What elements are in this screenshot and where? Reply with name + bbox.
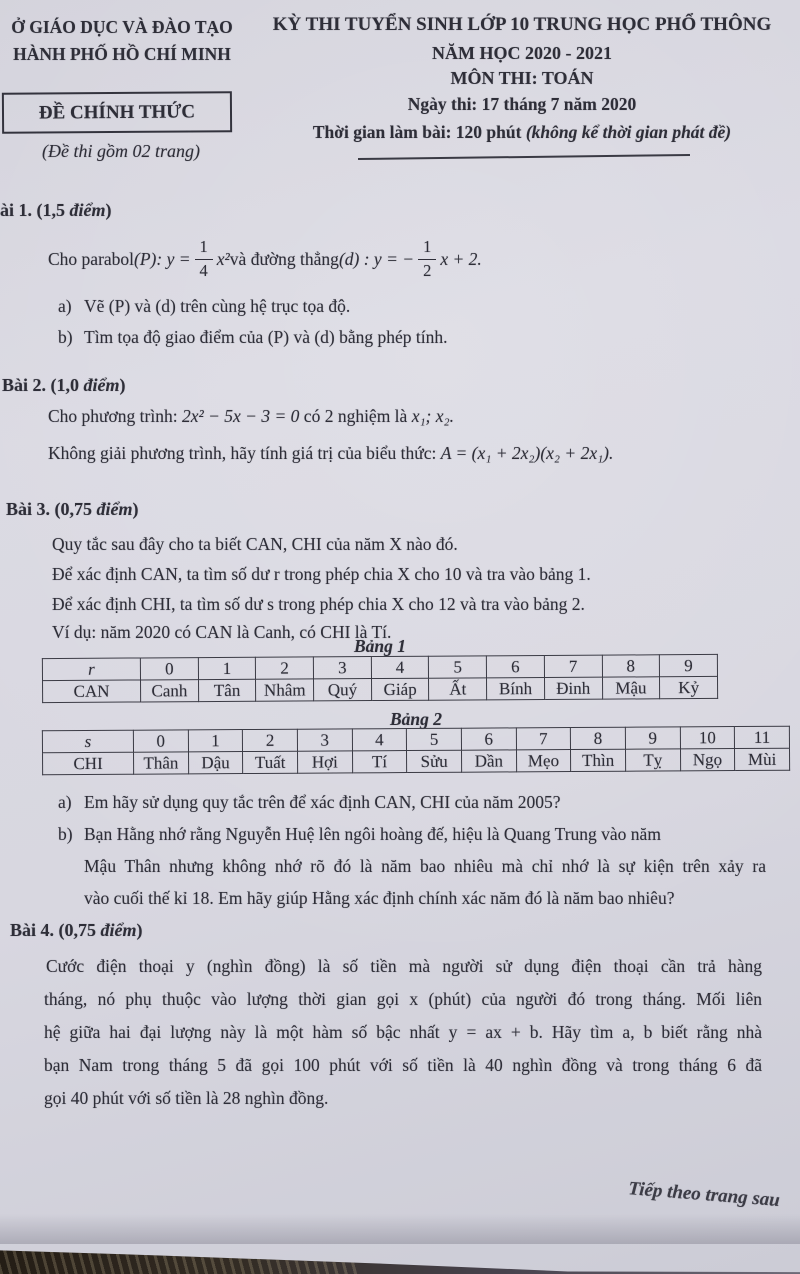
fraction-numerator: 1 [423, 237, 432, 256]
problem4-line3: hệ giữa hai đại lượng này là một hàm số bậc nhất y = ax + b. Hãy tìm a, b biết rằng nhà [44, 1022, 762, 1042]
table-cell: Ngọ [680, 749, 735, 771]
problem4-points-word: điểm [100, 920, 137, 940]
table-cell: Canh [141, 680, 199, 702]
problem2-points-word: điểm [83, 375, 120, 395]
expression-A: A = (x₁ + 2x₂)(x₂ + 2x₁). [440, 443, 614, 463]
problem3-item-b-line2: Mậu Thân nhưng không nhớ rõ đó là năm bao nhiêu mà chỉ nhớ là sự kiện trên xảy ra [84, 856, 766, 876]
problem2-statement-line1 [48, 403, 454, 429]
item-label: a) [58, 296, 72, 316]
statement-text: Không giải phương trình, hãy tính giá trị của biểu thức: [48, 443, 441, 463]
fraction-one-fourth [195, 239, 213, 279]
table-cell: Tân [198, 679, 256, 701]
table-cell: 7 [544, 655, 602, 677]
table-cell: 5 [429, 656, 487, 678]
item-label: b) [58, 327, 73, 347]
problem3-intro-line3: Để xác định CHI, ta tìm số dư s trong phép chia X cho 12 và tra vào bảng 2. [52, 594, 585, 614]
authority-line2: HÀNH PHỐ HỒ CHÍ MINH [13, 44, 231, 64]
fraction-one-half [418, 239, 436, 279]
duration-text: Thời gian làm bài: 120 phút [312, 122, 526, 142]
table-cell: Mùi [735, 748, 790, 770]
desk-texture [0, 1242, 360, 1274]
table-cell: 6 [486, 655, 544, 677]
item-text: Tìm tọa độ giao điểm của (P) và (d) bằng phép tính. [84, 327, 448, 347]
duration-note: (không kể thời gian phát đề) [525, 122, 732, 142]
problem4-points-close: ) [136, 920, 143, 940]
problem3-intro-line1: Quy tắc sau đây cho ta biết CAN, CHI của năm X nào đó. [52, 534, 458, 554]
chi-table [42, 726, 790, 776]
statement-text: Cho phương trình: [48, 406, 182, 426]
problem1-points-word: điểm [69, 200, 106, 220]
item-text: Vẽ (P) và (d) trên cùng hệ trục tọa độ. [84, 296, 351, 316]
problem3-points: (0,75 [54, 499, 97, 519]
fraction-denominator: 2 [418, 259, 436, 280]
problem3-points-close: ) [132, 499, 139, 519]
table-cell: Tuất [243, 751, 298, 773]
table-cell: 5 [407, 728, 462, 750]
paper-bottom-shadow [0, 1214, 800, 1244]
authority-line1: Ở GIÁO DỤC VÀ ĐÀO TẠO [11, 17, 233, 37]
table-cell: 3 [313, 657, 371, 679]
table-cell: 1 [198, 657, 256, 679]
table-cell: Nhâm [256, 679, 314, 701]
table-row [43, 676, 718, 702]
table-cell: 0 [133, 730, 188, 752]
item-label: b) [58, 824, 73, 844]
table-cell: CAN [43, 680, 141, 703]
table-cell: Kỷ [660, 676, 718, 698]
table-row [43, 748, 790, 775]
table-cell: 6 [461, 728, 516, 750]
school-year: NĂM HỌC 2020 - 2021 [432, 43, 612, 63]
item-text: Bạn Hằng nhớ rằng Nguyễn Huệ lên ngôi hoàng đế, hiệu là Quang Trung vào năm [84, 824, 661, 844]
table1-caption: Bảng 1 [353, 636, 407, 656]
exam-title: KỲ THI TUYỂN SINH LỚP 10 TRUNG HỌC PHỔ THÔNG [272, 14, 772, 35]
problem2-points: (1,0 [50, 375, 84, 395]
table-cell: 3 [297, 729, 352, 751]
problem1-points-close: ) [105, 200, 112, 220]
table-cell: r [42, 658, 140, 681]
table-cell: 9 [625, 727, 680, 749]
table-cell: Thìn [571, 749, 626, 771]
table-cell: Dậu [188, 752, 243, 774]
table-cell: Hợi [297, 751, 352, 773]
table-cell: Thân [134, 752, 189, 774]
official-exam-stamp-label: ĐỀ CHÍNH THỨC [38, 100, 196, 124]
table-cell: 2 [243, 729, 298, 751]
problem3-item-b-line3: vào cuối thế kỉ 18. Em hãy giúp Hằng xác định chính xác năm đó là năm bao nhiêu? [84, 888, 675, 908]
table-cell: 1 [188, 730, 243, 752]
problem2-statement-line2 [48, 440, 613, 466]
table-cell: 8 [602, 655, 660, 677]
table-cell: s [42, 730, 133, 753]
problem1-text-mid: và đường thẳng [229, 248, 339, 269]
fraction-denominator: 4 [195, 259, 213, 280]
problem2-heading [2, 372, 126, 398]
table-cell: Sửu [407, 750, 462, 772]
table-cell: Bính [487, 677, 545, 699]
item-label: a) [58, 792, 72, 812]
exam-subject: MÔN THI: TOÁN [450, 68, 594, 88]
problem1-item-a [58, 293, 350, 319]
exam-header [250, 12, 794, 145]
problem3-points-word: điểm [96, 499, 133, 519]
problem4-line5: gọi 40 phút với số tiền là 28 nghìn đồng. [44, 1088, 329, 1108]
table-cell: 8 [571, 727, 626, 749]
problem3-item-b [58, 821, 661, 847]
table-cell: 4 [371, 656, 429, 678]
problem1-text: Cho parabol [48, 248, 135, 269]
problem3-intro-line4: Ví dụ: năm 2020 có CAN là Canh, có CHI là Tí. [52, 622, 392, 642]
item-text: Em hãy sử dụng quy tắc trên để xác định CAN, CHI của năm 2005? [84, 792, 561, 812]
table2-caption: Bảng 2 [389, 709, 443, 729]
quadratic-equation: 2x² − 5x − 3 = 0 [181, 406, 300, 426]
line-equation-tail: x + 2. [440, 248, 482, 269]
problem3-item-a [58, 789, 561, 815]
table-cell: 9 [660, 654, 718, 676]
problem1-heading [0, 197, 112, 223]
parabola-equation-x2: x² [216, 248, 230, 269]
table-cell: Giáp [371, 678, 429, 700]
table-cell: 10 [680, 727, 735, 749]
table-cell: 0 [140, 658, 198, 680]
table-cell: Quý [314, 679, 372, 701]
table-cell: 7 [516, 728, 571, 750]
table-cell: Tí [352, 751, 407, 773]
problem1-item-b [58, 324, 448, 350]
problem4-line1: Cước điện thoại y (nghìn đồng) là số tiền mà người sử dụng điện thoại cần trả hàng [46, 956, 762, 976]
exam-date: Ngày thi: 17 tháng 7 năm 2020 [407, 94, 637, 114]
problem4-number: Bài 4. [10, 920, 59, 940]
official-exam-stamp-box [2, 91, 232, 134]
table-cell: Mậu [602, 677, 660, 699]
desk-surface-edge [0, 1242, 800, 1274]
problem3-number: Bài 3. [6, 499, 55, 519]
statement-text: có 2 nghiệm là [299, 406, 412, 426]
roots-notation: x₁; x₂. [411, 406, 454, 426]
issuing-authority [0, 14, 244, 68]
page-count-note: (Đề thi gồm 02 trang) [42, 141, 200, 161]
table-cell: Mẹo [516, 750, 571, 772]
problem4-line2: tháng, nó phụ thuộc vào lượng thời gian gọi x (phút) của người đó trong tháng. Mối liên [44, 989, 762, 1009]
exam-duration [250, 119, 794, 145]
table-cell: CHI [43, 752, 134, 775]
problem2-number: Bài 2. [2, 375, 51, 395]
table-cell: 11 [735, 726, 790, 748]
problem3-heading [6, 496, 139, 522]
problem4-points: (0,75 [58, 920, 101, 940]
problem3-intro-line2: Để xác định CAN, ta tìm số dư r trong phép chia X cho 10 và tra vào bảng 1. [52, 564, 591, 584]
table-cell: 2 [256, 657, 314, 679]
fraction-numerator: 1 [199, 237, 208, 256]
problem2-points-close: ) [119, 375, 126, 395]
can-table [42, 654, 718, 703]
table-cell: Ất [429, 678, 487, 700]
continued-next-page-note: Tiếp theo trang sau [627, 1178, 781, 1212]
table-cell: Dần [461, 750, 516, 772]
problem1-number: ài 1. [0, 200, 37, 220]
parabola-equation-lhs: (P): y = [134, 248, 191, 269]
header-divider-line [358, 154, 690, 160]
line-equation-lhs: (d) : y = − [338, 248, 415, 269]
problem1-statement [48, 231, 482, 287]
problem1-points: (1,5 [36, 200, 70, 220]
table-cell: 4 [352, 729, 407, 751]
problem4-heading [10, 917, 143, 943]
problem4-line4: bạn Nam trong tháng 5 đã gọi 100 phút với số tiền là 40 nghìn đồng và trong tháng 6 đã [44, 1055, 762, 1075]
table-cell: Tỵ [625, 749, 680, 771]
table-cell: Đinh [544, 677, 602, 699]
